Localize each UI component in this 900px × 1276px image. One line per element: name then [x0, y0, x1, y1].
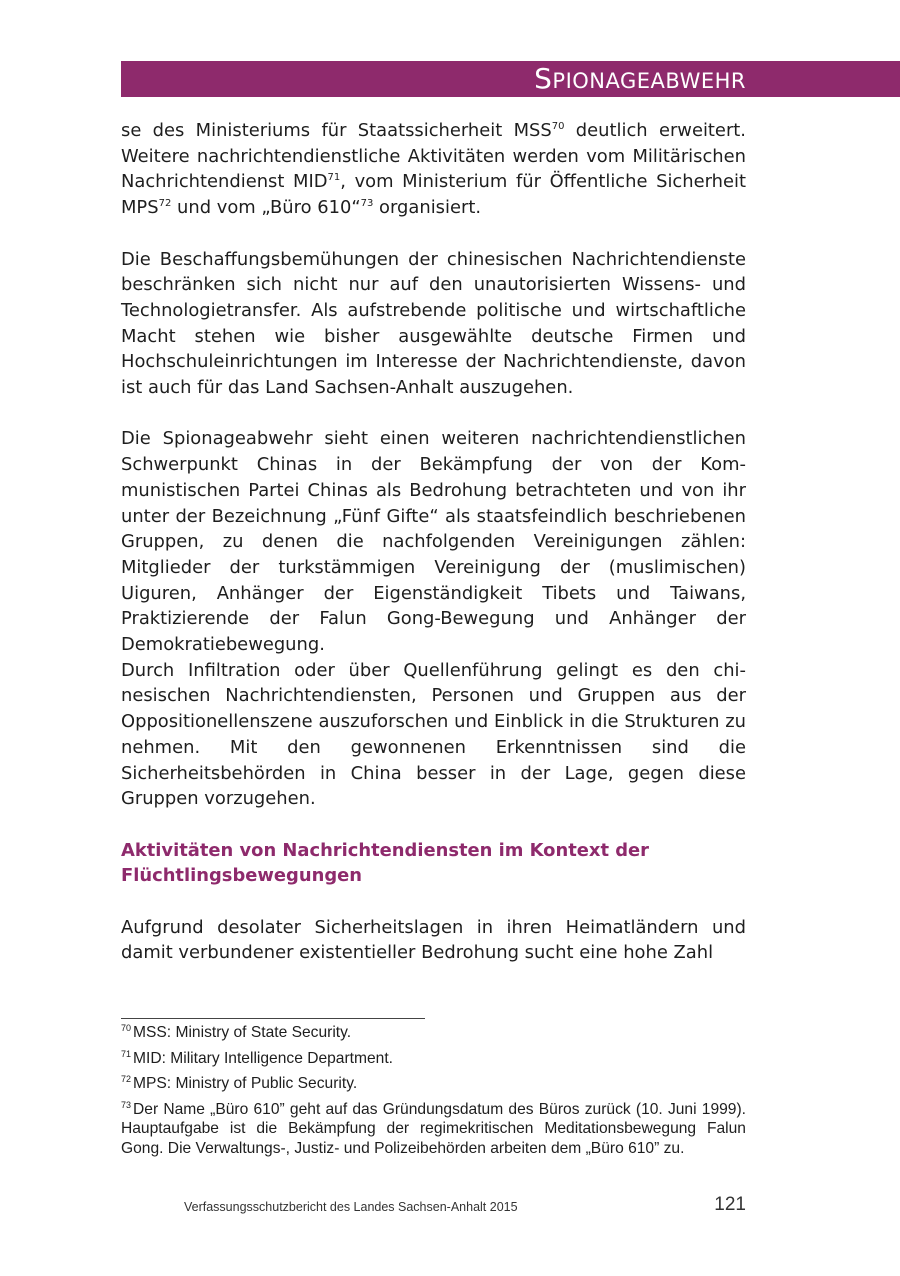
- footnote-70: $^{70}$ MSS: Ministry of State Security.: [121, 1023, 352, 1041]
- footnote-ref-73[interactable]: 73: [360, 198, 374, 210]
- footnote-ref-71[interactable]: 71: [327, 172, 341, 184]
- footnote-73: $^{73}$ Der Name „Büro 610” geht auf das Gründungsdatum des Büros zurück (10. Juni 1999). Hauptaufgabe ist die Bekämpfung der regimekritischen Meditationsbewegung Falun Gong. Die Verwaltungs-, Justiz- und Polizeibehörden arbeiten dem „Büro 610” zu.: [121, 1099, 746, 1157]
- paragraph-3: Die Spionageabwehr sieht einen weiteren nachrichtendienstlichen Schwerpunkt Chinas in der Bekämpfung der von der Kommunistischen Partei Chinas als Bedrohung betrachteten und von ihr unter der Bezeichnung „Fünf Gifte“ als staatsfeindlich beschriebenen Gruppen, zu denen die nachfolgenden Vereinigungen zählen: Mitglieder der turkstämmigen Vereinigung der (muslimischen) Uiguren, Anhänger der Eigenständigkeit Tibets und Taiwans, Praktizierende der Falun Gong-Bewegung und Anhänger der Demokratiebewegung.: [121, 428, 746, 656]
- main-text: [121, 118, 746, 966]
- footnote-72: $^{72}$ MPS: Ministry of Public Security.: [121, 1074, 358, 1092]
- paragraph-1: se des Ministeriums für Staatssicherheit MSS$^{70}$ deutlich erweitert. Weitere nachrichtendienstliche Aktivitäten werden vom Militärischen Nachrichtendienst MID$^{71}$, vom Ministerium für Öffentliche Sicherheit MPS$^{72}$ und vom „Büro 610“$^{73}$ organisiert.: [121, 120, 746, 219]
- subsection-heading: Aktivitäten von Nachrichtendiensten im Kontext der Flüchtlingsbewegungen: [121, 839, 649, 887]
- footnote-divider: [121, 1018, 425, 1019]
- footnote-71: $^{71}$ MID: Military Intelligence Department.: [121, 1048, 394, 1067]
- section-title: SPIONAGEABWEHR: [534, 62, 746, 95]
- footer-text: Verfassungsschutzbericht des Landes Sachsen-Anhalt 2015: [184, 1200, 518, 1214]
- footnote-ref-72[interactable]: 72: [158, 198, 172, 210]
- paragraph-2: Die Beschaffungsbemühungen der chinesischen Nachrichtendienste beschränken sich nicht nur auf den unautorisierten Wissens- und Technologietransfer. Als aufstrebende politische und wirtschaftliche Macht stehen wie bisher ausgewählte deutsche Firmen und Hochschuleinrichtungen im Interesse der Nachrichtendienste, davon ist auch für das Land Sachsen-Anhalt auszugehen.: [121, 248, 746, 399]
- page-number: 121: [714, 1194, 746, 1215]
- footnote-ref-70[interactable]: 70: [551, 121, 565, 132]
- section-header-bar: [121, 61, 900, 97]
- footnotes: [121, 1023, 746, 1164]
- paragraph-5: Aufgrund desolater Sicherheitslagen in ihren Heimatländern und damit verbundener existentieller Bedrohung sucht eine hohe Zahl: [121, 916, 746, 964]
- paragraph-4: Durch Infiltration oder über Quellenführung gelingt es den chinesischen Nachrichtendiensten, Personen und Gruppen aus der Oppositionellenszene auszuforschen und Einblick in die Strukturen zu nehmen. Mit den gewonnenen Erkenntnissen sind die Sicherheitsbehörden in China besser in der Lage, gegen diese Gruppen vorzugehen.: [121, 659, 746, 810]
